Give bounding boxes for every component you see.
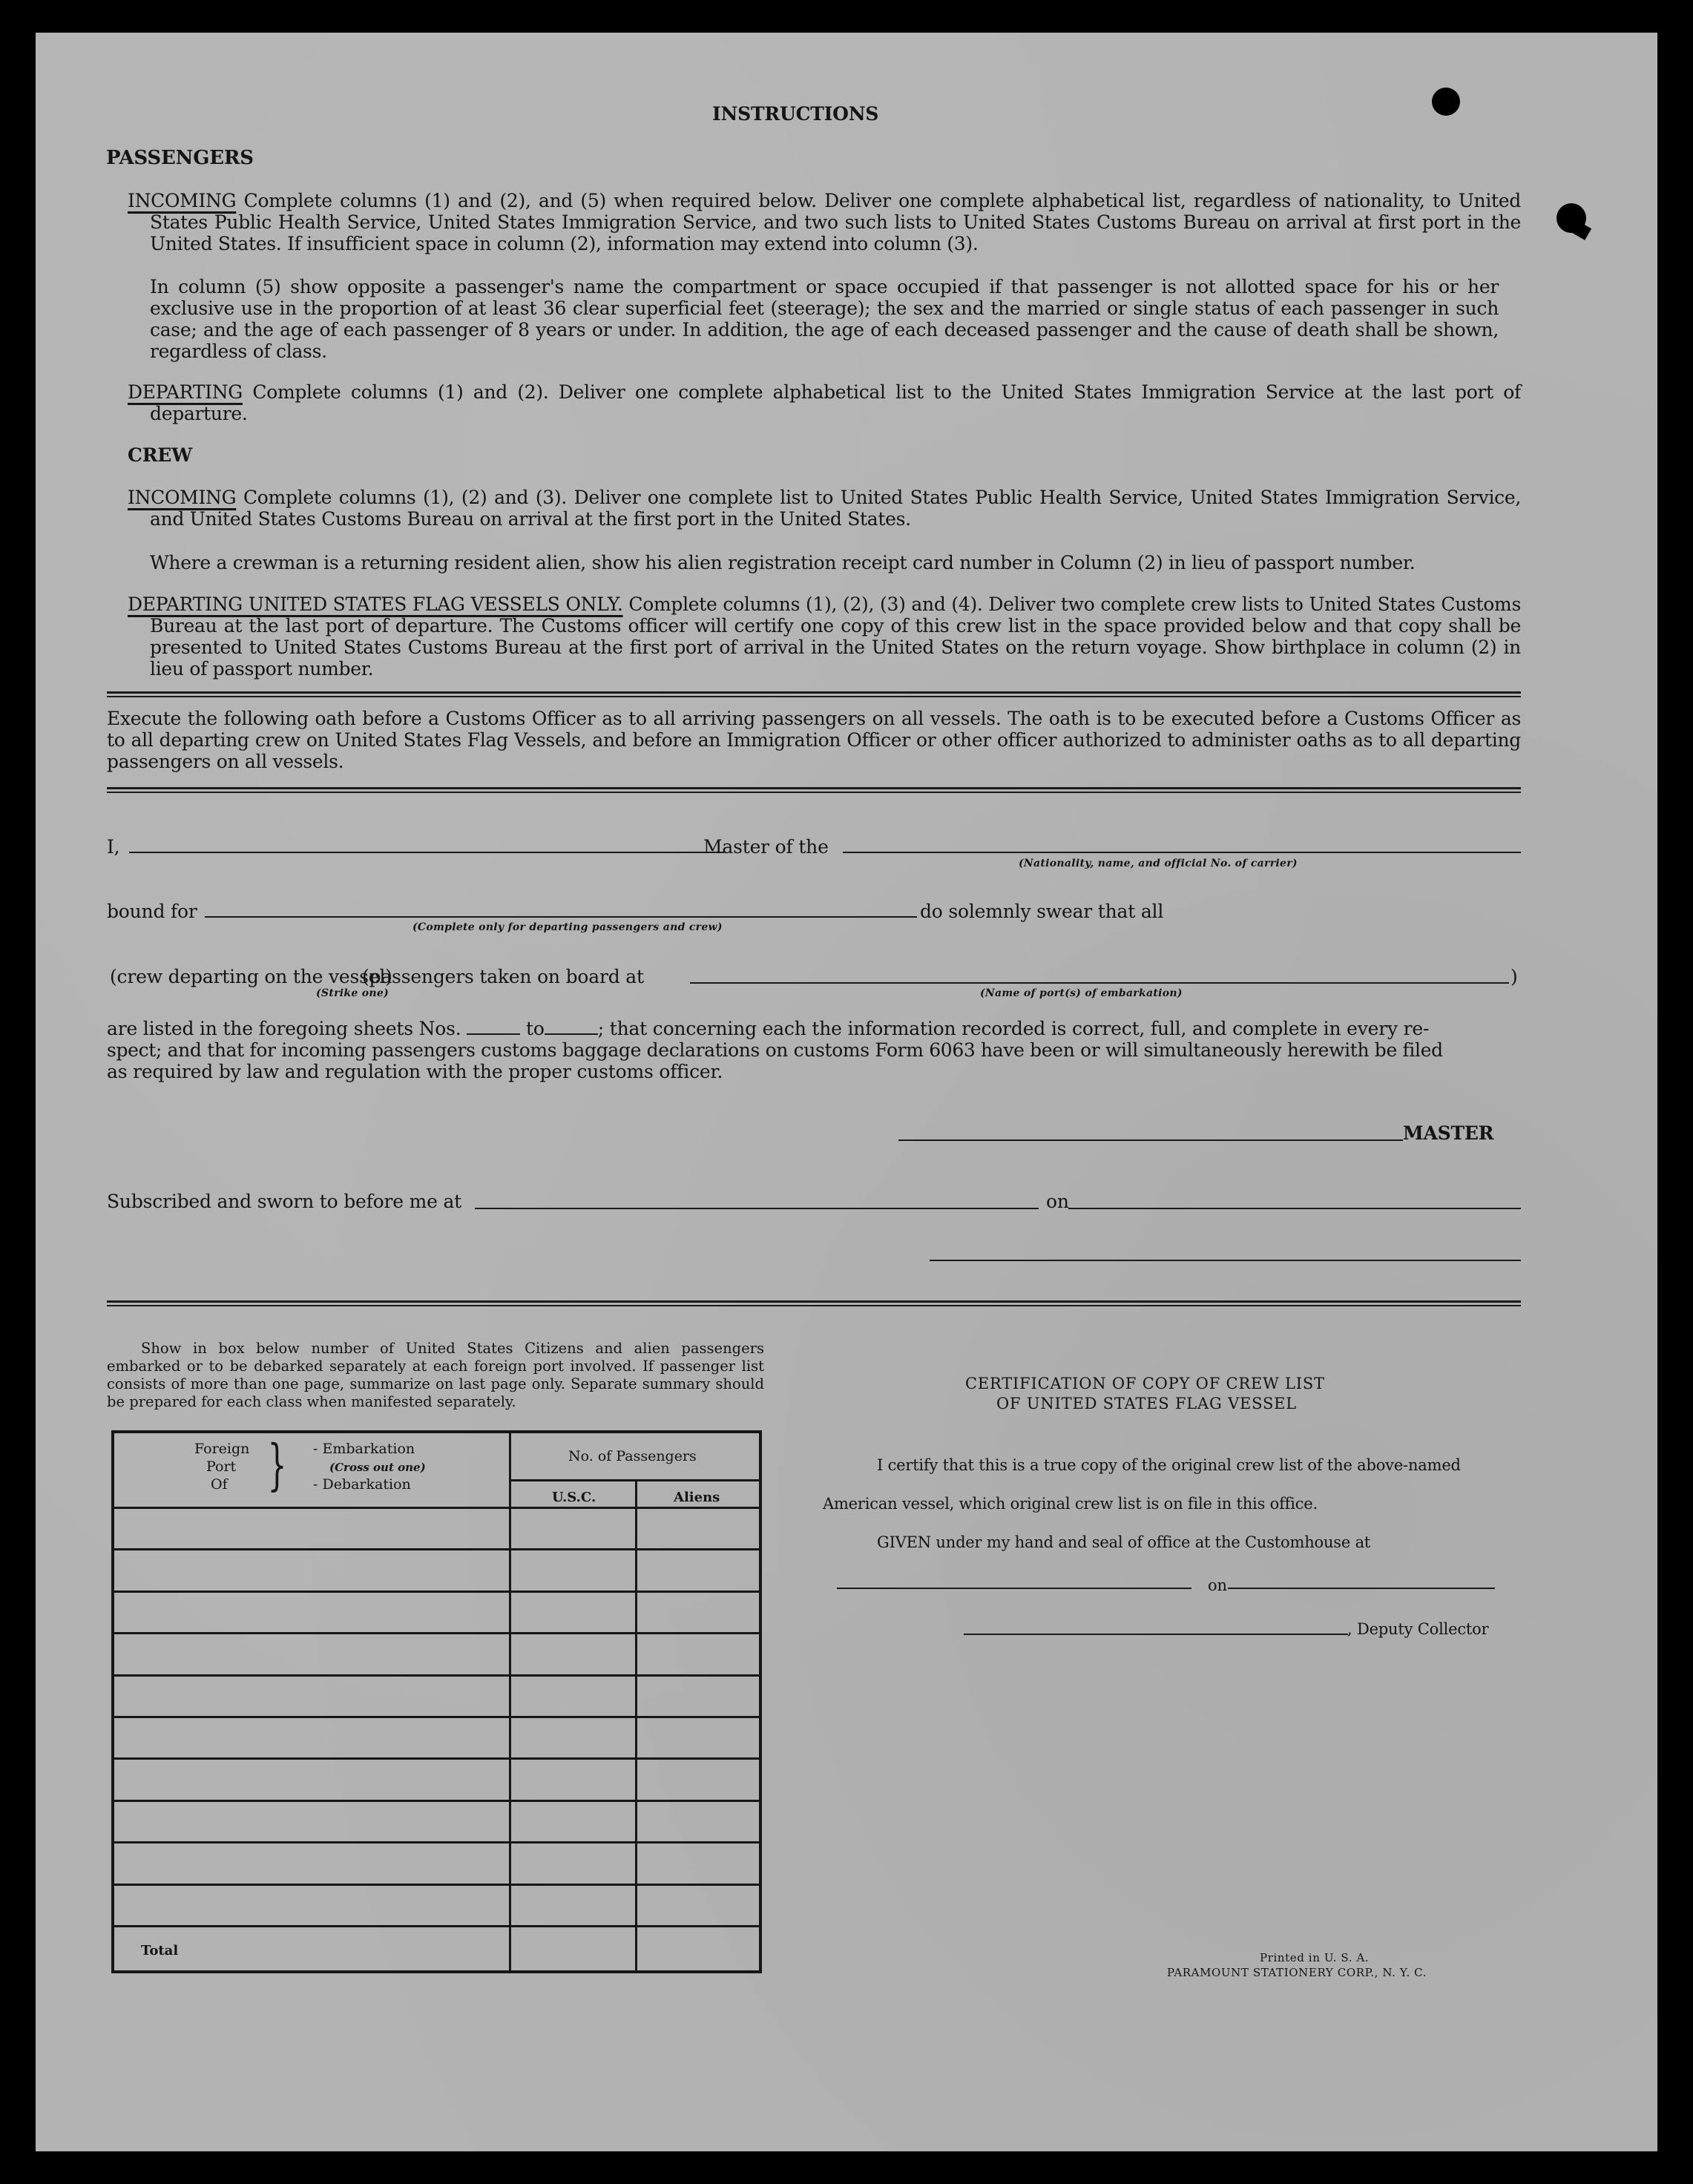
- deputy-signature-field[interactable]: [964, 1634, 1348, 1635]
- usc-cell[interactable]: [511, 1802, 635, 1839]
- usc-cell[interactable]: [511, 1593, 635, 1630]
- bound-for-field[interactable]: [205, 916, 917, 918]
- port-cell[interactable]: [114, 1886, 509, 1923]
- listed-line-2: spect; and that for incoming passengers customs baggage declarations on customs Form 6063 have been or will simultaneously herewith be filed: [107, 1039, 1443, 1061]
- passengers-incoming-label: INCOMING: [128, 190, 237, 211]
- subscribed-date-field[interactable]: [1068, 1208, 1521, 1209]
- usc-cell[interactable]: [511, 1677, 635, 1714]
- passengers-incoming-instruction: [128, 190, 1521, 254]
- crew-departing-flag-instruction: [128, 593, 1521, 680]
- port-cell[interactable]: [114, 1677, 509, 1714]
- crew-departing-flag-text: Complete columns (1), (2), (3) and (4). Deliver two complete crew lists to United States Customs Bureau at the last port of departure. The Customs officer will certify one copy of this crew list in the space provided below and that copy shall be presented to United States Customs Bureau at the first port of arrival in the United States on the return voyage. Show birthplace in column (2) in lieu of passport number.: [150, 593, 1521, 680]
- certify-line-2: American vessel, which original crew list is on file in this office.: [823, 1495, 1318, 1513]
- punch-hole-top: [1432, 88, 1460, 116]
- passengers-departing-instruction: [128, 381, 1521, 424]
- port-cell[interactable]: [114, 1802, 509, 1839]
- divider-rule: [107, 691, 1521, 697]
- officer-signature-field[interactable]: [930, 1260, 1521, 1261]
- embarkation-option[interactable]: - Embarkation: [313, 1441, 415, 1457]
- passengers-heading: PASSENGERS: [106, 147, 254, 169]
- customhouse-field[interactable]: [837, 1588, 1191, 1589]
- swear-text: do solemnly swear that all: [920, 901, 1164, 922]
- carrier-field[interactable]: [843, 852, 1521, 853]
- crew-departing-flag-label: DEPARTING UNITED STATES FLAG VESSELS ONLY.: [128, 593, 623, 615]
- oath-i-label: I,: [107, 836, 120, 858]
- bound-for-caption: (Complete only for departing passengers and crew): [412, 921, 723, 933]
- usc-cell[interactable]: [511, 1718, 635, 1755]
- aliens-cell[interactable]: [637, 1550, 759, 1588]
- debarkation-option[interactable]: - Debarkation: [313, 1476, 411, 1493]
- port-cell[interactable]: [114, 1760, 509, 1797]
- port-label-foreign: Foreign: [194, 1441, 250, 1457]
- aliens-cell[interactable]: [637, 1760, 759, 1797]
- table-divider: [114, 1925, 759, 1927]
- aliens-cell[interactable]: [637, 1802, 759, 1839]
- passengers-departing-text: Complete columns (1) and (2). Deliver one complete alphabetical list to the United States Immigration Service at the last port of departure.: [150, 381, 1521, 424]
- resident-alien-note: Where a crewman is a returning resident alien, show his alien registration receipt card number in Column (2) in lieu of passport number.: [150, 552, 1416, 573]
- passengers-incoming-text: Complete columns (1) and (2), and (5) when required below. Deliver one complete alphabetical list, regardless of nationality, to United States Public Health Service, United States Immigration Service, and two such lists to United States Customs Bureau on arrival at first port in the United States. If insufficient space in column (2), information may extend into column (3).: [150, 190, 1521, 254]
- port-label-of: Of: [211, 1476, 228, 1493]
- port-cell[interactable]: [114, 1718, 509, 1755]
- divider-rule: [107, 787, 1521, 793]
- given-line: GIVEN under my hand and seal of office at the Customhouse at: [877, 1533, 1371, 1551]
- brace-icon: }: [267, 1433, 287, 1497]
- crew-departing-option[interactable]: (crew departing on the vessel): [110, 966, 392, 987]
- passengers-taken-option[interactable]: (passengers taken on board at: [362, 966, 644, 987]
- cross-out-caption: (Cross out one): [329, 1461, 426, 1474]
- port-cell[interactable]: [114, 1634, 509, 1671]
- aliens-cell[interactable]: [637, 1886, 759, 1923]
- master-of-the-label: Master of the: [703, 836, 829, 858]
- listed-to: to: [526, 1018, 545, 1039]
- listed-text-b: ; that concerning each the information recorded is correct, full, and complete in every re-: [597, 1018, 1430, 1039]
- close-paren: ): [1510, 966, 1518, 987]
- crew-incoming-instruction: [128, 487, 1521, 530]
- port-cell[interactable]: [114, 1550, 509, 1588]
- divider-rule: [107, 1300, 1521, 1306]
- summary-instruction: Show in box below number of United States Citizens and alien passengers embarked or to be debarked separately at each foreign port involved. If passenger list consists of more than one page, summarize on last page only. Separate summary should be prepared for each class when manifested separately.: [107, 1340, 764, 1410]
- column5-note: In column (5) show opposite a passenger's name the compartment or space occupied if that passenger is not allotted space for his or her exclusive use in the proportion of at least 36 clear superficial feet (steerage); the sex and the married or single status of each passenger in such case; and the age of each passenger of 8 years or under. In addition, the age of each deceased passenger and the cause of death shall be shown, regardless of class.: [150, 276, 1499, 362]
- crew-incoming-label: INCOMING: [128, 487, 237, 508]
- carrier-caption: (Nationality, name, and official No. of carrier): [1019, 858, 1298, 869]
- sheet-from-field[interactable]: [467, 1023, 520, 1035]
- passengers-departing-label: DEPARTING: [128, 381, 243, 403]
- subscribed-place-field[interactable]: [475, 1208, 1039, 1209]
- aliens-cell[interactable]: [637, 1593, 759, 1630]
- certify-line-1: I certify that this is a true copy of the original crew list of the above-named: [877, 1456, 1461, 1474]
- certification-title-2: OF UNITED STATES FLAG VESSEL: [996, 1395, 1298, 1412]
- crew-incoming-text: Complete columns (1), (2) and (3). Deliver one complete list to United States Public Health Service, United States Immigration Service, and United States Customs Bureau on arrival at the first port in the United States.: [150, 487, 1521, 530]
- form-page: [36, 33, 1657, 2151]
- master-signature-field[interactable]: [898, 1139, 1403, 1141]
- bound-for-label: bound for: [107, 901, 197, 922]
- passenger-summary-table: [111, 1430, 762, 1973]
- port-cell[interactable]: [114, 1843, 509, 1881]
- page-title: INSTRUCTIONS: [712, 103, 879, 125]
- usc-cell[interactable]: [511, 1843, 635, 1881]
- aliens-cell[interactable]: [637, 1509, 759, 1546]
- listed-sheets-text: [107, 1018, 1429, 1039]
- usc-cell[interactable]: [511, 1550, 635, 1588]
- usc-cell[interactable]: [511, 1509, 635, 1546]
- listed-text-a: are listed in the foregoing sheets Nos.: [107, 1018, 461, 1039]
- aliens-header: Aliens: [674, 1490, 720, 1505]
- listed-line-3: as required by law and regulation with the proper customs officer.: [107, 1061, 723, 1082]
- port-caption: (Name of port(s) of embarkation): [980, 987, 1183, 999]
- port-cell[interactable]: [114, 1509, 509, 1546]
- passengers-header: No. of Passengers: [568, 1448, 697, 1464]
- deputy-collector-label: , Deputy Collector: [1347, 1620, 1489, 1638]
- crew-heading: CREW: [128, 444, 193, 466]
- usc-header: U.S.C.: [552, 1490, 596, 1505]
- embarkation-port-field[interactable]: [690, 982, 1509, 984]
- certification-date-field[interactable]: [1228, 1588, 1495, 1589]
- master-signature-label: MASTER: [1403, 1122, 1494, 1144]
- subscribed-on-label: on: [1046, 1191, 1069, 1212]
- aliens-cell[interactable]: [637, 1843, 759, 1881]
- usc-cell[interactable]: [511, 1634, 635, 1671]
- table-divider: [509, 1479, 759, 1481]
- port-label-port: Port: [206, 1458, 237, 1475]
- total-label: Total: [141, 1943, 179, 1958]
- sheet-to-field[interactable]: [545, 1023, 598, 1035]
- aliens-cell[interactable]: [637, 1634, 759, 1671]
- aliens-cell[interactable]: [637, 1677, 759, 1714]
- oath-instruction: Execute the following oath before a Customs Officer as to all arriving passengers on all vessels. The oath is to be executed before a Customs Officer as to all departing crew on United States Flag Vessels, and before an Immigration Officer or other officer authorized to administer oaths as to all departing passengers on all vessels.: [107, 708, 1521, 772]
- subscribed-label: Subscribed and sworn to before me at: [107, 1191, 462, 1212]
- usc-cell[interactable]: [511, 1886, 635, 1923]
- certification-title-1: CERTIFICATION OF COPY OF CREW LIST: [965, 1375, 1325, 1392]
- printer-imprint-line-2: PARAMOUNT STATIONERY CORP., N. Y. C.: [1167, 1966, 1427, 1979]
- certification-on-label: on: [1208, 1576, 1227, 1594]
- port-cell[interactable]: [114, 1593, 509, 1630]
- aliens-cell[interactable]: [637, 1718, 759, 1755]
- usc-cell[interactable]: [511, 1760, 635, 1797]
- master-name-field[interactable]: [129, 852, 724, 853]
- strike-one-caption: (Strike one): [316, 987, 389, 999]
- printer-imprint-line-1: Printed in U. S. A.: [1260, 1951, 1370, 1964]
